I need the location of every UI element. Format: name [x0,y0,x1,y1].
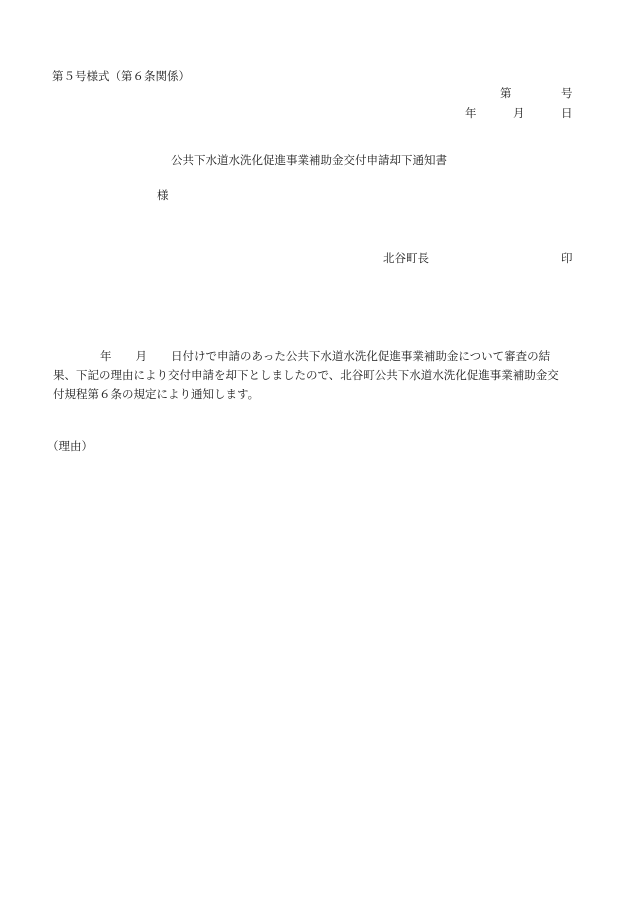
body-line-1-text: 日付けで申請のあった公共下水道水洗化促進事業補助金について審査の結 [171,349,551,363]
addressee-honorific: 様 [157,188,169,202]
date-day: 日 [561,106,573,120]
body-line-1 [53,347,575,366]
reason-label: （理由） [47,439,93,453]
sender-name: 北谷町長 [383,251,429,265]
document-title: 公共下水道水洗化促進事業補助金交付申請却下通知書 [171,153,447,167]
document-number-prefix: 第 [500,86,512,100]
body-line-2: 果、下記の理由により交付申請を却下としましたので、北谷町公共下水道水洗化促進事業補助金交 [53,368,559,382]
date-month: 月 [513,106,525,120]
date-year: 年 [465,106,477,120]
body-line-3: 付規程第６条の規定により通知します。 [53,387,260,401]
body-paragraph [53,347,575,404]
document-number-suffix: 号 [561,86,573,100]
body-month: 月 [135,349,147,363]
form-number: 第５号様式（第６条関係） [52,69,190,83]
seal-mark: 印 [561,251,573,265]
body-year: 年 [100,349,112,363]
